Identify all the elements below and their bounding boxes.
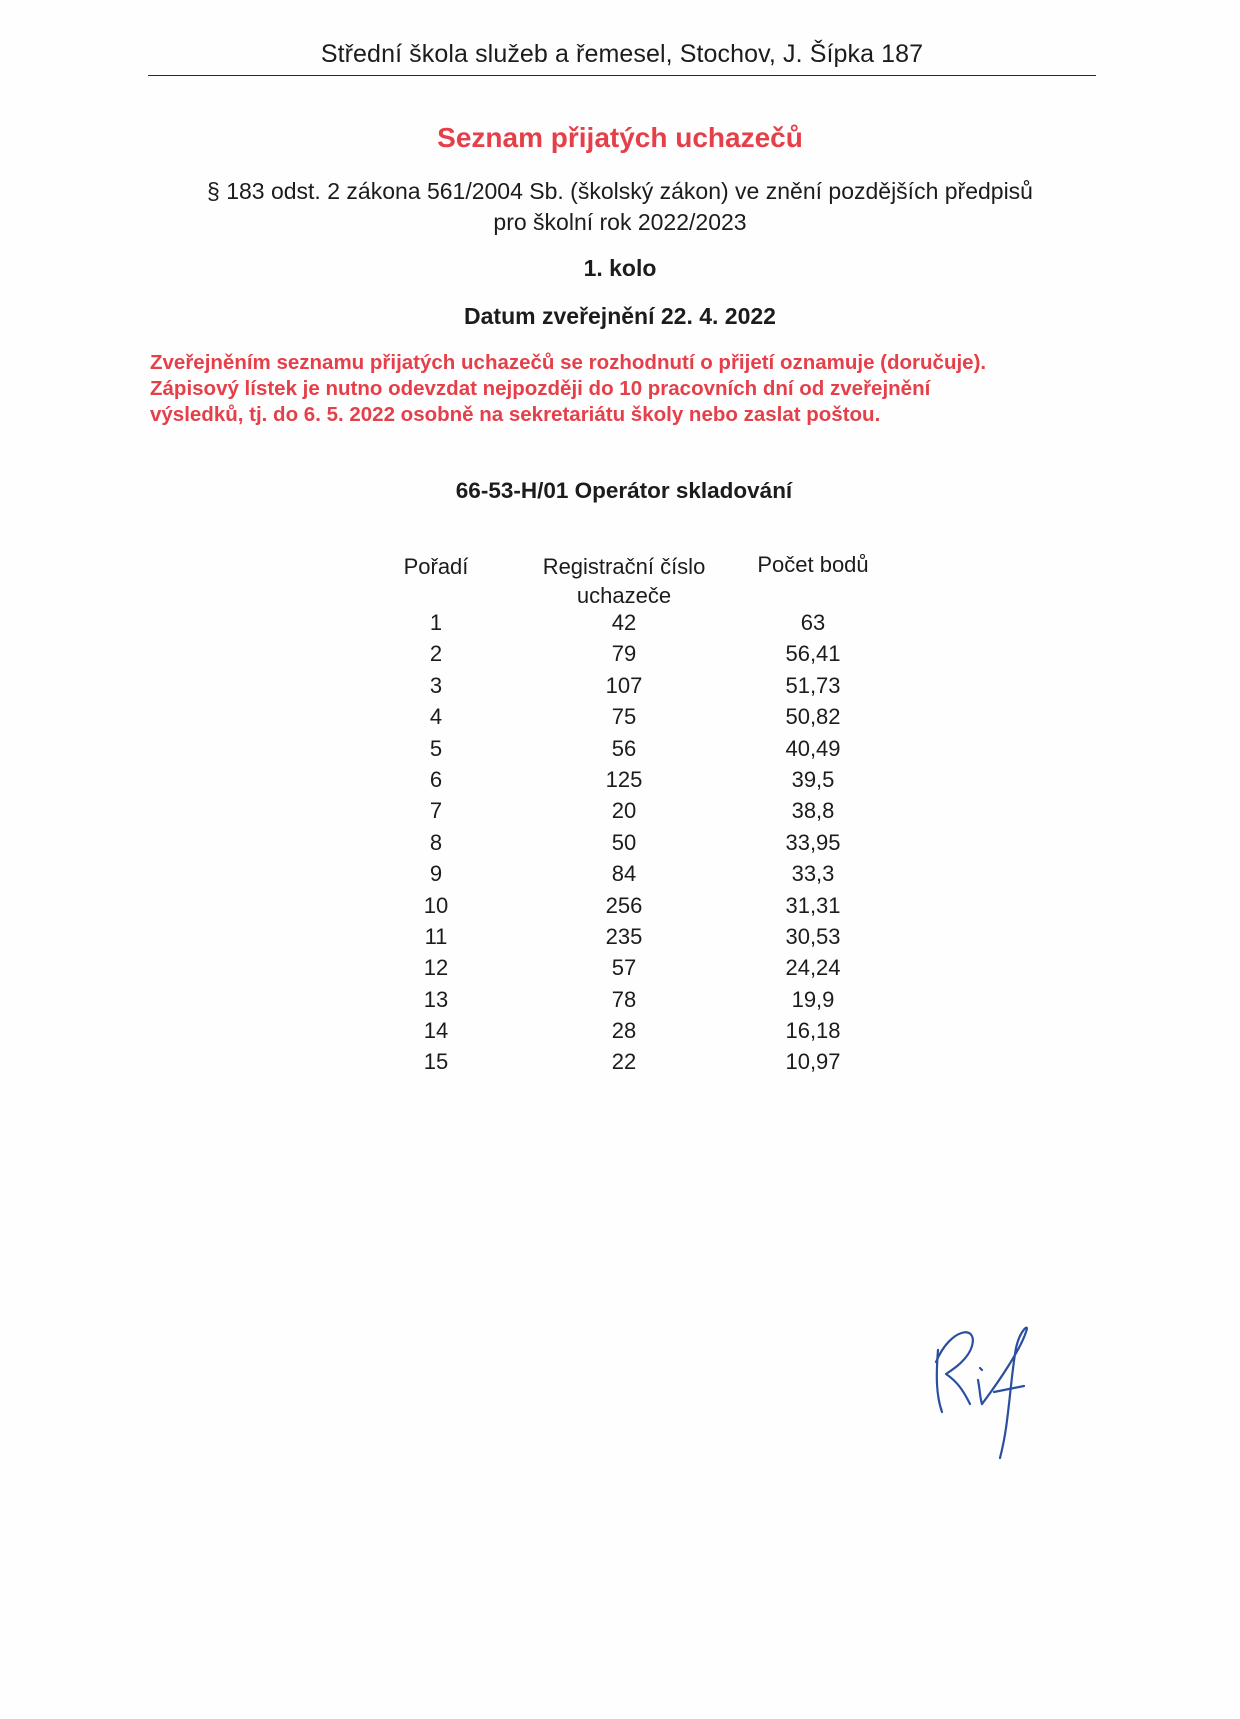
notice-line-3: výsledků, tj. do 6. 5. 2022 osobně na sekretariátu školy nebo zaslat poštou. [150,403,881,426]
handwritten-signature [930,1320,1060,1460]
column-header-registration-line-1: Registrační číslo [542,554,706,579]
notice-line-2: Zápisový lístek je nutno odevzdat nejpozději do 10 pracovních dní od zveřejnění [150,377,931,400]
rank-cell: 10 [423,892,449,918]
table-row [0,984,1240,1015]
publication-date: Datum zveřejnění 22. 4. 2022 [464,303,776,329]
registration-number-cell: 20 [611,798,637,824]
rank-cell: 15 [423,1049,449,1075]
table-row [0,670,1240,701]
column-header-rank: Pořadí [403,554,469,579]
rank-cell: 11 [424,923,448,949]
table-row [0,827,1240,858]
rank-cell: 12 [423,955,449,981]
column-header-points: Počet bodů [757,552,869,577]
rank-cell: 6 [429,766,443,792]
table-row [0,1046,1240,1077]
registration-number-cell: 125 [605,766,643,792]
points-cell: 38,8 [791,798,835,824]
table-row [0,1015,1240,1046]
registration-number-cell: 256 [605,892,643,918]
points-cell: 31,31 [785,892,841,918]
table-row [0,638,1240,669]
points-cell: 56,41 [785,641,841,667]
study-program-title: 66-53-H/01 Operátor skladování [455,478,793,503]
points-cell: 24,24 [785,955,841,981]
points-cell: 16,18 [785,1018,841,1044]
points-cell: 40,49 [785,735,841,761]
column-header-registration-number [524,552,724,610]
registration-number-cell: 28 [611,1018,637,1044]
rank-cell: 13 [423,986,449,1012]
rank-cell: 5 [429,735,443,761]
points-cell: 30,53 [785,923,841,949]
registration-number-cell: 57 [611,955,637,981]
points-cell: 63 [800,610,826,635]
registration-number-cell: 78 [611,986,637,1012]
registration-number-cell: 79 [611,641,637,667]
table-row [0,795,1240,826]
table-row [0,952,1240,983]
points-cell: 10,97 [785,1049,841,1075]
legal-reference-line-1: § 183 odst. 2 zákona 561/2004 Sb. (školský zákon) ve znění pozdějších předpisů [207,178,1033,204]
table-row [0,764,1240,795]
registration-number-cell: 56 [611,735,637,761]
notice-line-1: Zveřejněním seznamu přijatých uchazečů se rozhodnutí o přijetí oznamuje (doručuje). [150,351,987,374]
rank-cell: 9 [429,861,443,887]
table-body [0,607,1240,1078]
legal-reference [100,176,1140,238]
column-header-registration-line-2: uchazeče [576,583,672,608]
document-title: Seznam přijatých uchazečů [437,122,803,153]
rank-cell: 8 [429,829,443,855]
admission-round: 1. kolo [583,255,657,281]
registration-number-cell: 22 [611,1049,637,1075]
table-row [0,858,1240,889]
points-cell: 33,3 [791,861,835,887]
rank-cell: 3 [429,672,443,698]
table-row [0,701,1240,732]
rank-cell: 1 [429,610,443,635]
header-rule [148,75,1096,76]
table-row [0,890,1240,921]
registration-number-cell: 75 [611,704,637,730]
rank-cell: 4 [429,704,443,730]
table-row [0,921,1240,952]
rank-cell: 2 [429,641,443,667]
points-cell: 39,5 [791,766,835,792]
table-row [0,733,1240,764]
registration-number-cell: 42 [611,610,637,635]
registration-number-cell: 107 [605,672,643,698]
registration-number-cell: 50 [611,829,637,855]
points-cell: 19,9 [791,986,835,1012]
registration-number-cell: 235 [605,923,643,949]
table-row [0,607,1240,638]
legal-reference-line-2: pro školní rok 2022/2023 [493,209,747,235]
points-cell: 51,73 [785,672,841,698]
registration-number-cell: 84 [611,861,637,887]
points-cell: 33,95 [785,829,841,855]
rank-cell: 14 [423,1018,449,1044]
school-header: Střední škola služeb a řemesel, Stochov, J. Šípka 187 [320,40,924,68]
rank-cell: 7 [429,798,443,824]
points-cell: 50,82 [785,704,841,730]
notice-text [150,350,1110,428]
